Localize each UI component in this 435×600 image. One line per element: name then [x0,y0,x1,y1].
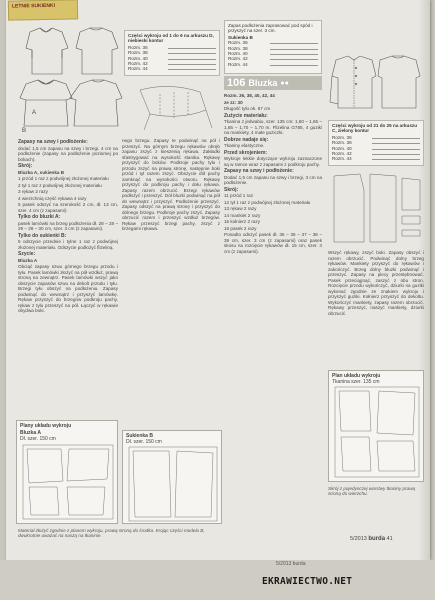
sketch-label-a: A [32,110,37,116]
cut-line: 3 rękaw 2 razy [18,189,48,194]
layout-plan-bluzka-a [16,420,118,524]
parts-table-title: Części wykroju od 21 do 25 na arkuszu C, zielony kontur [332,123,418,134]
plan-title: Plan układu wykroju [332,373,381,379]
section-heading: Zużycie materiału: [224,112,268,119]
paragraph: Tkanina z jedwabiu, szer. 135 cm: 1,60 – 1,65 – 1,65 – 1,70 – 1,70 m. Flizelina G785, 4 guziki na mankiety, 4 małe guziczki. [224,119,322,135]
size-row: Rozm. 40 [228,51,318,56]
paragraph: pasek lamówki na brzeg podłożenia dł. 28 – 28 – 29 – 29 – 30 cm, szer. 3 cm (z zapasami). [18,220,118,231]
sizes: Rozm. 36, 38, 40, 42, 44 [224,93,275,98]
layout-plan-drawing [329,371,425,483]
layout-plan-drawing [17,421,119,525]
section-heading: Tylko do sukienki B: [18,232,67,239]
instructions-column-3 [224,93,322,255]
section-heading: Zapasy na szwy i podłożenie: [18,139,88,145]
size-row: Rozm. 44 [332,156,420,161]
size-row: Rozm. 40 [128,56,216,61]
difficulty-dots-icon: ●● [280,79,289,87]
cut-line: 1 przód 1 raz z podwójnej złożonej materiału [18,176,109,181]
paragraph: Dodać 1,5 cm zapasu na szwy i brzegi, 3 cm na podłożenie. [224,174,322,185]
section-heading: Przed skrojeniem: [224,149,268,156]
parts-table-title: Części wykroju od 1 do 6 na arkuszu D, niebieski kontur [128,33,214,44]
plan-subtitle: Dł. szer. 150 cm [126,439,162,445]
footer [350,536,393,542]
paragraph: dodać 1,5 cm zapasu na szwy i brzegi, 4 cm na podłożenie (zapasy na podłożenie poziomej po bokach). [18,145,118,162]
plan-label: Bluzka A [20,430,41,436]
cut-line: 11 przód 1 raz [224,193,254,198]
layout-plan-drawing [123,431,223,525]
cut-line: 4 wierzchnią część rękawa 4 razy [18,195,87,201]
paragraph: Ponadto odszyć pasek dł. 35 – 36 – 37 – 38 – 39 cm, szer. 3 cm (z zapasami) oraz pasek skosu na rozcięcie rękawów dł. 15 cm, szer. 3 cm (z zapasami). [224,232,322,254]
size-row: Rozm. 42 [128,61,216,66]
under-page-footer: 5/2013 burda [276,561,306,567]
cut-line: 16 pasek 2 razy [224,225,257,231]
parts-table-21-25 [328,120,424,166]
section-heading: Szycie: [18,251,36,257]
brand-logo: burda [368,536,386,542]
model-heading [224,76,322,90]
cut-line: 14 mankiet 2 razy [224,212,261,218]
next-page-edge [0,560,435,600]
section-heading: Dobrze nadaje się: [224,136,269,143]
paragraph: 5 odszycie przednie i tylne 1 raz z podwójnej złożonej materiału. Odszycie podłożyć flizeliną. [18,239,118,250]
size-row: Rozm. 42 [228,56,318,61]
size-row: Rozm. 36 [332,135,420,140]
instructions-column-1 [18,138,118,315]
size-row: Rozm. 44 [128,66,216,71]
size-row: Rozm. 40 [332,146,420,151]
size-row: Rozm. 38 [228,46,318,51]
model-name: Bluzka [248,78,278,88]
sketch-label-b: B [22,128,27,134]
parts-table-sukienka-b [224,20,322,74]
sleeve-detail-sketch [130,80,220,138]
section-heading: Zapasy na szwy i podłożenie: [224,168,294,174]
size-row: Rozm. 36 [128,45,216,50]
size-row: Rozm. 42 [332,151,420,156]
paragraph: Bluzka A, sukienka B [18,169,65,175]
cut-line: 15 kołnierz 2 razy [224,219,261,224]
caption-right: Skrój z pojedynczej warstwy tkaniny prawą stroną do wierzchu. [328,486,416,496]
page-number: 41 [386,536,393,542]
issue-number: 5/2013 [350,536,367,542]
blouse-106-sketch [328,52,424,118]
size-row: Rozm. 38 [128,50,216,55]
paragraph: Wszyć rękawy, zszyć boki. Zapasy obszyć i razem obrzucić. Podwinąć dolny brzeg rękawów. Mankiety przyszyć do rękawów i zakończyć. Brzeg dolny bluzki podwinąć i przeszyć. Zapasy na plecy przestębnować. Pasek przeciągnąć, zaszyć z obu stron. Rozcięcie przodu wykończyć, dziurki na guziki wykonać zgodnie ze znakiem wykroju i przyszyć guziki. Kołnierz przyszyć do dekoltu. Wykończyć mankiety, zapasy razem obrzucić. Rękawy przeszyć, naszyć mankiety, dziurki obrzucić. [328,250,424,316]
paragraph: nego brzegu. Zapasy te podwinąć na pół i przeszyć. Na górnym brzegu rękawów obręb zapasu zszyć z kieszenią rękawa. Zakładki sfastrygować na wysokość stanika. Rękawy przyszyć do boków. Podkroje pachy tyłu i przodu zszyć na prawą stronę, następnie boki przód i tył razem zszyć. Obszycie dół pachy zamknąć na wysokości otworu. Rękawy przyszyć do podkroju pachy i dołu rękawa. Zapasy razem obrzucić. Brzegi rękawów podłożyć i przeszyć. Dół bluzki podwinąć na pół do wewnątrz i przyszyć. Podłożenie przeszyć. Zapasy odszyć na prawą stronę i przyszyć do dolnego brzegu. Podkroje pachy zszyć. Zapasy obrzucić razem i przeszyć wzdłuż brzegów. Rękaw przeszyć brzegi pachy, zszyć z brzegami rękawa. [122,138,220,231]
size-row: Rozm. 44 [228,62,318,67]
size-row: Rozm. 38 [332,140,420,145]
label-sticker: LETNIE SUKIENKI [8,0,78,21]
caption-left: Materiał złożyć zgodnie z planem wykroju, prawą stroną do środka. Krojąc części modelu B, dwukrotnie uważać na naszą na tkaninie. [18,528,205,538]
paragraph: Tkaniny elastyczne. [224,143,265,148]
magazine-page [6,0,430,560]
paragraph: Bluzka A [18,257,38,263]
cut-line: 13 rękaw 2 razy [224,206,257,211]
cut-line: 12 tył 1 raz z podwójnej złożonej materiału [224,199,311,205]
layout-plan-106 [328,370,424,482]
plan-subtitle: Dł. szer. 150 cm [20,436,56,442]
cut-line: 5 pasek odszyć na szerokość 2 cm, dł. 13 cm, szer. 4 cm (z zapasami) [18,202,118,213]
model-number: 106 [227,77,246,89]
cut-line: 2 tył 1 raz z podwójnej złożonej materiału [18,182,102,188]
size-row: Rozm. 36 [228,40,318,45]
instructions-column-2 [122,138,220,233]
layout-plan-sukienka-b [122,430,222,524]
plan-title: Plany układu wykroju [20,423,72,429]
sizes-extra: ze zz: 30 [224,99,243,105]
parts-table-1-6 [124,30,220,76]
section-heading: Skrój: [224,186,239,193]
box-subtitle: Sukienka B [228,34,253,40]
pattern-pieces-diagram [330,170,424,248]
instructions-column-4 [328,250,424,317]
section-heading: Skrój: [18,163,33,169]
length: Długość tyłu ok. 67 cm [224,106,271,111]
plan-label: Sukienka B [126,433,153,439]
plan-subtitle: Tkanina szer. 135 cm [332,379,380,385]
section-heading: Tylko do bluzki A: [18,214,61,220]
watermark: EKRAWIECTWO.NET [262,576,353,587]
box-text: Zapas podłożenia zaprasować pod spód i przyszyć na szer. 3 cm. [228,23,313,34]
paragraph: Wykroje lekkie dotyczące wykroju zaznaczone są w ramce wraz z zapasami z podkroju pachy. [224,156,322,167]
paragraph: Obciąć zapasy szwu górnego brzegu przodu i tyłu. Pasek lamówki złożyć na pół wzdłuż, prawą stroną na zewnątrz. Pasek lamówki wszyć jako obszycie zapasów szwu na dekolt przodu i tyłu. Brzegi tyłu obszyć na podłożeniu. Zapasy podwinąć do wewnątrz i przyszyć lamówkę. Rękaw przyszyć do brzegów podkroju pachy, rękaw z tyłu przeszyć na pół. Łączyć w rękawie obydwa boki. [18,264,118,313]
